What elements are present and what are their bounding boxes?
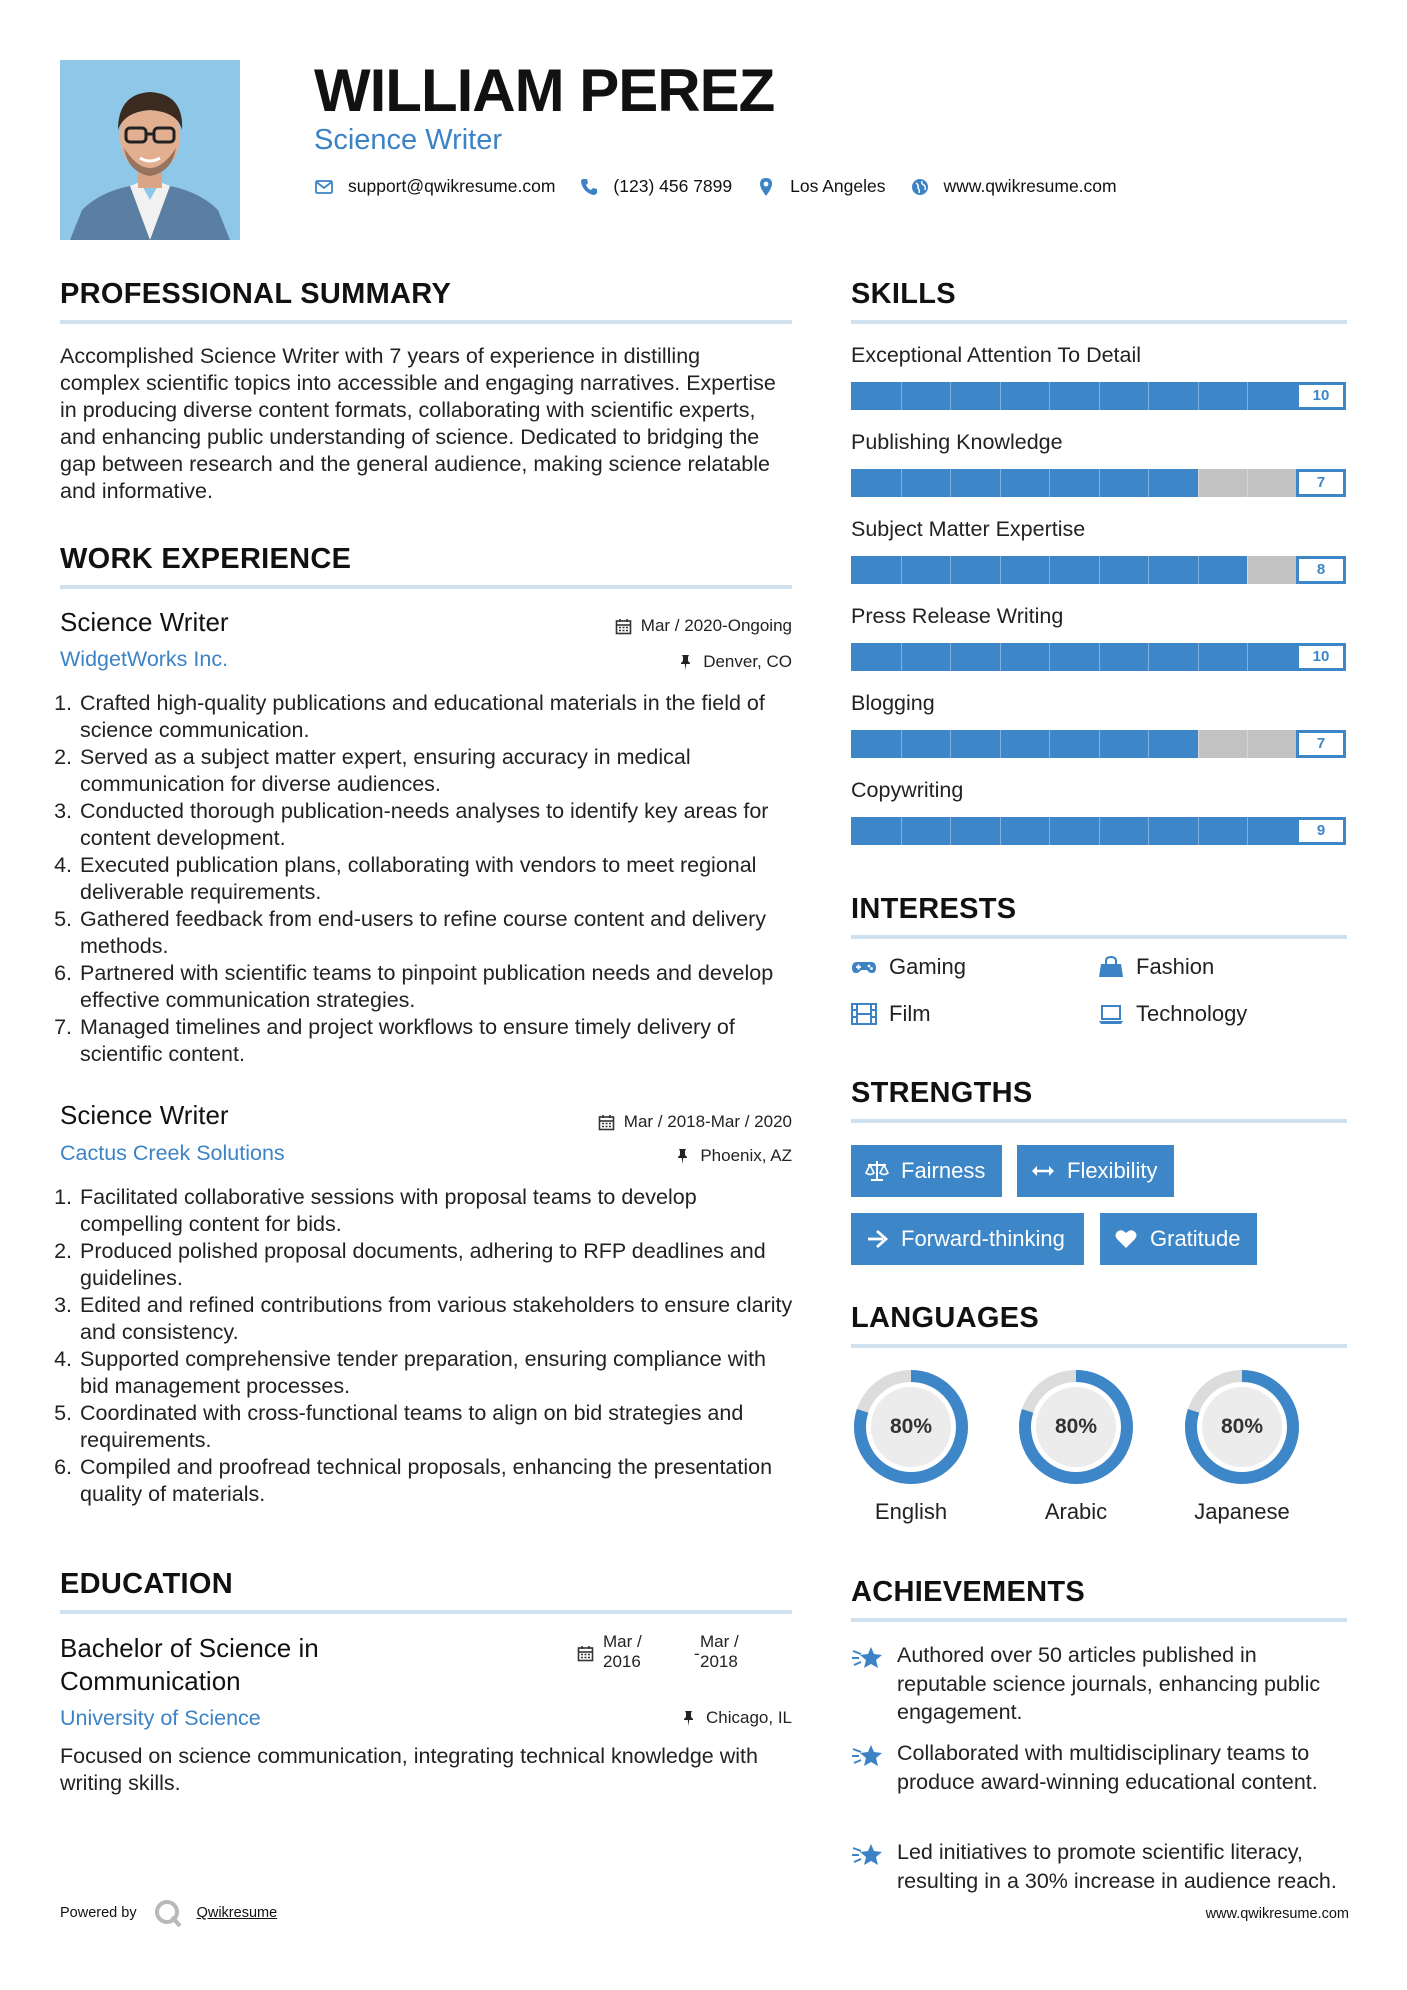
skill-bar-segment xyxy=(950,469,951,497)
strength-badge-forward-thinking xyxy=(851,1213,1084,1265)
achievement-item xyxy=(851,1838,1351,1895)
edu-end-month: Mar / xyxy=(700,1632,739,1651)
skill-score: 10 xyxy=(1296,643,1346,671)
balance-scale-icon xyxy=(865,1159,889,1183)
film-icon xyxy=(851,1003,877,1025)
thumbtack-icon xyxy=(677,654,694,671)
skill-bar-segment xyxy=(1099,469,1100,497)
skill-bar-segment xyxy=(1198,817,1199,845)
contact-email-text: support@qwikresume.com xyxy=(348,176,556,196)
skill-bar-segment xyxy=(1198,469,1199,497)
skill-bar-segment xyxy=(950,556,951,584)
achievement-text: Collaborated with multidisciplinary teams to produce award-winning educational content. xyxy=(897,1741,1318,1794)
skill-bar-fill xyxy=(851,817,1297,845)
skill-bar-segment xyxy=(1000,469,1001,497)
duty-item: 3. Edited and refined contributions from various stakeholders to ensure clarity and consistency. xyxy=(78,1292,800,1346)
map-pin-icon xyxy=(756,177,776,197)
edu-end-date xyxy=(700,1632,739,1672)
job-duties-list xyxy=(60,690,800,1068)
duty-item: 5. Coordinated with cross-functional teams to align on bid strategies and requirements. xyxy=(78,1400,800,1454)
job-dates-text: Mar / 2020-Ongoing xyxy=(640,616,792,635)
candidate-name: WILLIAM PEREZ xyxy=(314,57,775,124)
skill-bar-segment xyxy=(950,730,951,758)
skill-bar-segment xyxy=(901,556,902,584)
powered-by-text: Powered by xyxy=(60,1905,137,1921)
skill-bar-segment xyxy=(901,469,902,497)
skills-heading: SKILLS xyxy=(851,278,956,310)
skill-bar-fill xyxy=(851,730,1198,758)
skill-bar-segment xyxy=(1000,643,1001,671)
skill-bar-segment xyxy=(950,817,951,845)
interests-heading: INTERESTS xyxy=(851,893,1017,925)
experience-rule xyxy=(60,585,792,589)
education-description: Focused on science communication, integrating technical knowledge with writing skills. xyxy=(60,1744,758,1795)
job-dates xyxy=(615,616,792,636)
profile-photo xyxy=(60,60,240,240)
skill-bar-segment xyxy=(1247,817,1248,845)
skill-bar-segment xyxy=(1198,730,1199,758)
duty-item: 4. Supported comprehensive tender preparation, ensuring compliance with bid management processes. xyxy=(78,1346,800,1400)
languages-heading: LANGUAGES xyxy=(851,1302,1039,1334)
experience-heading: WORK EXPERIENCE xyxy=(60,543,352,575)
summary-rule xyxy=(60,320,792,324)
interest-item-gaming xyxy=(851,954,966,980)
skill-bar xyxy=(851,382,1346,410)
skill-bar-segment xyxy=(1148,730,1149,758)
skill-name: Publishing Knowledge xyxy=(851,430,1063,454)
skill-bar-segment xyxy=(1000,817,1001,845)
skill-bar-fill xyxy=(851,469,1198,497)
skill-bar-segment xyxy=(1000,556,1001,584)
skill-bar-segment xyxy=(1247,382,1248,410)
contact-website[interactable] xyxy=(910,176,1117,197)
contact-email[interactable] xyxy=(314,176,555,197)
skill-bar-segment xyxy=(950,382,951,410)
skill-bar xyxy=(851,817,1346,845)
skill-bar-segment xyxy=(1049,817,1050,845)
languages-rule xyxy=(851,1344,1347,1348)
language-item-arabic xyxy=(1014,1365,1138,1525)
skill-bar-segment xyxy=(1049,556,1050,584)
shooting-star-icon xyxy=(851,1741,885,1771)
duty-item: 1. Facilitated collaborative sessions with proposal teams to develop compelling content for bids. xyxy=(78,1184,800,1238)
interests-rule xyxy=(851,935,1347,939)
brand-link[interactable]: Qwikresume xyxy=(196,1905,278,1921)
skill-bar-segment xyxy=(1099,730,1100,758)
achievement-text: Authored over 50 articles published in reputable science journals, enhancing public engagement. xyxy=(897,1643,1321,1724)
education-rule xyxy=(60,1610,792,1614)
job-location-text: Denver, CO xyxy=(703,652,792,671)
duty-item: 6. Compiled and proofread technical proposals, enhancing the presentation quality of materials. xyxy=(78,1454,800,1508)
contact-phone-text: (123) 456 7899 xyxy=(613,176,733,196)
skill-bar-segment xyxy=(1148,382,1149,410)
skill-bar-segment xyxy=(901,643,902,671)
interest-label: Gaming xyxy=(889,954,967,979)
job-location xyxy=(674,1146,792,1166)
job-title: Science Writer xyxy=(60,1100,229,1130)
interest-label: Fashion xyxy=(1136,954,1215,979)
skill-score: 7 xyxy=(1296,730,1346,758)
skill-bar-segment xyxy=(901,730,902,758)
interest-item-technology xyxy=(1098,1001,1247,1027)
phone-icon xyxy=(579,177,599,197)
skill-bar-segment xyxy=(1049,643,1050,671)
edu-start-date xyxy=(603,1632,642,1672)
skill-name: Copywriting xyxy=(851,778,964,802)
strengths-rule xyxy=(851,1119,1347,1123)
skill-bar-segment xyxy=(1247,469,1248,497)
job-location xyxy=(677,652,792,672)
summary-text: Accomplished Science Writer with 7 years of experience in distilling complex scientific topics into accessible and engaging narratives. Expertise in producing diverse content formats, collaborating with scientific experts, and enhancing public understanding of science. Dedicated to bridging the gap between research and the general audience, making science relatable and informative. xyxy=(60,344,776,503)
job-dates-text: Mar / 2018-Mar / 2020 xyxy=(623,1112,792,1131)
skill-bar-segment xyxy=(950,643,951,671)
laptop-icon xyxy=(1098,1003,1124,1025)
arrows-horizontal-icon xyxy=(1031,1159,1055,1183)
language-name: Arabic xyxy=(1044,1499,1108,1524)
contact-phone[interactable] xyxy=(579,176,732,197)
envelope-icon xyxy=(314,177,334,197)
language-name: English xyxy=(874,1499,948,1524)
skill-bar xyxy=(851,469,1346,497)
skill-bar-segment xyxy=(901,382,902,410)
skill-bar-segment xyxy=(1148,817,1149,845)
duty-item: 2. Served as a subject matter expert, ensuring accuracy in medical communication for diverse audiences. xyxy=(78,744,800,798)
language-name: Japanese xyxy=(1194,1499,1290,1524)
achievement-text: Led initiatives to promote scientific literacy, resulting in a 30% increase in audience reach. xyxy=(897,1840,1337,1893)
edu-start-month: Mar / xyxy=(603,1632,642,1651)
thumbtack-icon xyxy=(674,1148,691,1165)
skill-score: 9 xyxy=(1296,817,1346,845)
strength-badge-flexibility xyxy=(1017,1145,1174,1197)
skill-bar-segment xyxy=(1049,469,1050,497)
thumbtack-icon xyxy=(680,1710,697,1727)
skill-bar-segment xyxy=(1049,382,1050,410)
skill-bar-segment xyxy=(1000,730,1001,758)
skill-bar-segment xyxy=(1198,643,1199,671)
achievements-heading: ACHIEVEMENTS xyxy=(851,1576,1086,1608)
language-item-japanese xyxy=(1180,1365,1304,1525)
duty-item: 4. Executed publication plans, collaborating with vendors to meet regional deliverable requirements. xyxy=(78,852,800,906)
skill-name: Press Release Writing xyxy=(851,604,1064,628)
job-duties-list xyxy=(60,1184,800,1508)
edu-location-text: Chicago, IL xyxy=(706,1708,792,1727)
edu-date-dash: - xyxy=(694,1644,700,1663)
interest-label: Film xyxy=(889,1001,931,1026)
skill-bar-segment xyxy=(1000,382,1001,410)
duty-item: 6. Partnered with scientific teams to pinpoint publication needs and develop effective communication strategies. xyxy=(78,960,800,1014)
qwikresume-logo-icon xyxy=(153,1898,183,1928)
skill-bar-segment xyxy=(1247,643,1248,671)
school-name[interactable]: University of Science xyxy=(60,1706,261,1730)
summary-heading: PROFESSIONAL SUMMARY xyxy=(60,278,452,310)
contact-location xyxy=(756,176,885,197)
strength-badge-fairness xyxy=(851,1145,1002,1197)
achievement-item xyxy=(851,1641,1351,1727)
interest-item-film xyxy=(851,1001,931,1027)
skill-bar-segment xyxy=(1198,382,1199,410)
skill-bar-segment xyxy=(1099,556,1100,584)
strength-label: Forward-thinking xyxy=(901,1226,1065,1251)
skill-name: Exceptional Attention To Detail xyxy=(851,343,1142,367)
edu-end-year: 2018 xyxy=(700,1652,738,1671)
duty-item: 3. Conducted thorough publication-needs analyses to identify key areas for content development. xyxy=(78,798,800,852)
calendar-icon xyxy=(615,618,632,635)
skills-rule xyxy=(851,320,1347,324)
skill-bar-segment xyxy=(1148,643,1149,671)
skill-bar-segment xyxy=(1099,643,1100,671)
skill-score: 8 xyxy=(1296,556,1346,584)
strength-badge-gratitude xyxy=(1100,1213,1257,1265)
duty-item: 5. Gathered feedback from end-users to refine course content and delivery methods. xyxy=(78,906,800,960)
skill-bar-segment xyxy=(1148,469,1149,497)
contact-website-text: www.qwikresume.com xyxy=(943,176,1117,196)
job-dates xyxy=(598,1112,792,1132)
skill-bar-segment xyxy=(1247,556,1248,584)
strengths-heading: STRENGTHS xyxy=(851,1077,1033,1109)
skill-score: 7 xyxy=(1296,469,1346,497)
edu-location xyxy=(680,1708,792,1728)
skill-name: Blogging xyxy=(851,691,935,715)
shopping-bag-icon xyxy=(1098,956,1124,978)
skill-bar-segment xyxy=(1198,556,1199,584)
skill-bar-segment xyxy=(901,817,902,845)
skill-bar xyxy=(851,643,1346,671)
language-percent: 80% xyxy=(889,1415,933,1438)
edu-start-year: 2016 xyxy=(603,1652,641,1671)
degree-line-2: Communication xyxy=(60,1666,241,1696)
skill-bar xyxy=(851,730,1346,758)
skill-bar xyxy=(851,556,1346,584)
arrow-right-icon xyxy=(865,1227,889,1251)
calendar-icon xyxy=(598,1114,615,1131)
heart-icon xyxy=(1114,1227,1138,1251)
contact-location-text: Los Angeles xyxy=(790,176,886,196)
strength-label: Fairness xyxy=(901,1158,986,1183)
skill-bar-segment xyxy=(1099,817,1100,845)
degree-line-1: Bachelor of Science in xyxy=(60,1633,319,1663)
degree-title xyxy=(60,1632,319,1698)
education-heading: EDUCATION xyxy=(60,1568,233,1600)
globe-icon xyxy=(910,177,930,197)
interest-item-fashion xyxy=(1098,954,1214,980)
language-item-english xyxy=(849,1365,973,1525)
achievements-rule xyxy=(851,1618,1347,1622)
language-percent: 80% xyxy=(1220,1415,1264,1438)
gamepad-icon xyxy=(851,956,877,978)
strength-label: Gratitude xyxy=(1150,1226,1241,1251)
candidate-role: Science Writer xyxy=(314,124,503,156)
job-company[interactable]: WidgetWorks Inc. xyxy=(60,647,229,671)
skill-name: Subject Matter Expertise xyxy=(851,517,1086,541)
skill-bar-segment xyxy=(1049,730,1050,758)
duty-item: 1. Crafted high-quality publications and educational materials in the field of science communication. xyxy=(78,690,800,744)
footer-website[interactable]: www.qwikresume.com xyxy=(1205,1906,1349,1922)
calendar-icon-wrap xyxy=(577,1645,594,1667)
skill-score: 10 xyxy=(1296,382,1346,410)
skill-bar-segment xyxy=(1247,730,1248,758)
achievement-item xyxy=(851,1739,1351,1796)
language-percent: 80% xyxy=(1054,1415,1098,1438)
shooting-star-icon xyxy=(851,1643,885,1673)
contact-bar xyxy=(314,176,1141,197)
interest-label: Technology xyxy=(1136,1001,1248,1026)
skill-bar-segment xyxy=(1099,382,1100,410)
job-title: Science Writer xyxy=(60,607,229,637)
shooting-star-icon xyxy=(851,1840,885,1870)
job-company[interactable]: Cactus Creek Solutions xyxy=(60,1141,285,1165)
job-location-text: Phoenix, AZ xyxy=(700,1146,792,1165)
duty-item: 2. Produced polished proposal documents, adhering to RFP deadlines and guidelines. xyxy=(78,1238,800,1292)
skill-bar-segment xyxy=(1148,556,1149,584)
calendar-icon xyxy=(577,1645,594,1662)
strength-label: Flexibility xyxy=(1067,1158,1158,1183)
footer-powered-by xyxy=(60,1898,277,1928)
duty-item: 7. Managed timelines and project workflows to ensure timely delivery of scientific content. xyxy=(78,1014,800,1068)
